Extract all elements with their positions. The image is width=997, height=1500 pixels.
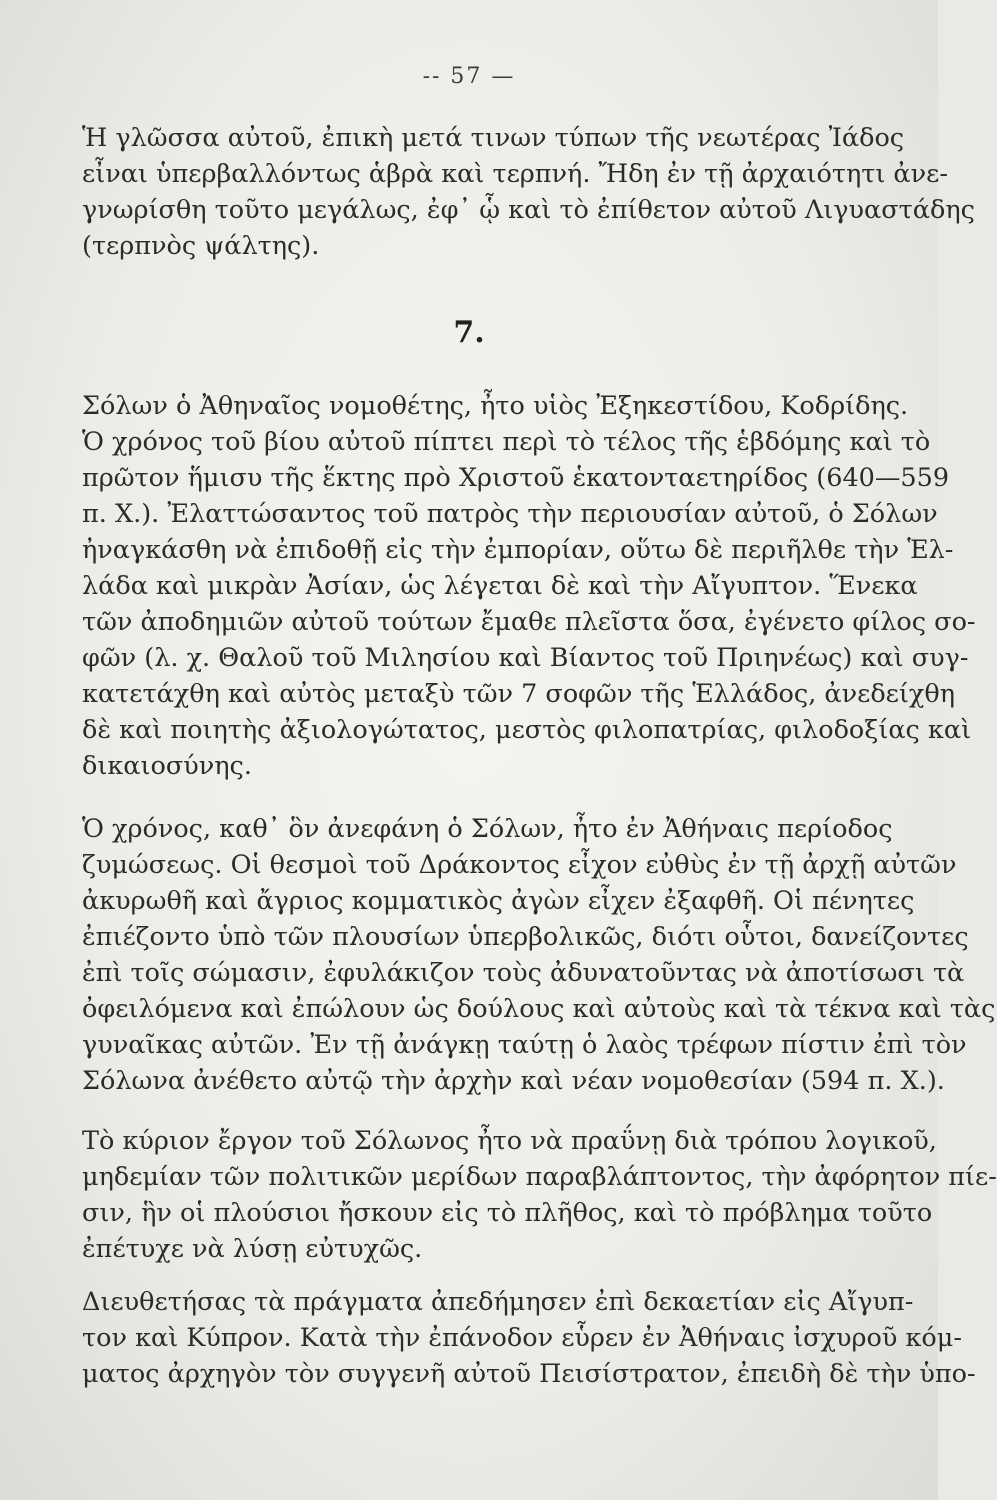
text-line: μηδεμίαν τῶν πολιτικῶν μερίδων παραβλάπτοντος, τὴν ἀφόρητον πίε- xyxy=(82,1162,997,1192)
text-line: Σόλων ὁ Ἀθηναῖος νομοθέτης, ἦτο υἱὸς Ἐξηκεστίδου, Κοδρίδης. xyxy=(82,391,909,421)
page-number: -- 57 — xyxy=(422,64,516,89)
text-line: κατετάχθη καὶ αὐτὸς μεταξὺ τῶν 7 σοφῶν τῆς Ἑλλάδος, ἀνεδείχθη xyxy=(82,679,955,709)
text-line: γνωρίσθη τοῦτο μεγάλως, ἐφ᾽ ᾧ καὶ τὸ ἐπίθετον αὐτοῦ Λιγυαστάδης xyxy=(82,195,975,225)
text-line: ζυμώσεως. Οἱ θεσμοὶ τοῦ Δράκοντος εἶχον εὐθὺς ἐν τῇ ἀρχῇ αὐτῶν xyxy=(82,850,957,880)
text-line: τῶν ἀποδημιῶν αὐτοῦ τούτων ἔμαθε πλεῖστα ὅσα, ἐγένετο φίλος σο- xyxy=(82,607,976,637)
text-line: δικαιοσύνης. xyxy=(82,751,252,781)
text-line: εἶναι ὑπερβαλλόντως ἁβρὰ καὶ τερπνή. Ἤδη ἐν τῇ ἀρχαιότητι ἀνε- xyxy=(82,159,948,189)
text-line: γυναῖκας αὐτῶν. Ἐν τῇ ἀνάγκῃ ταύτῃ ὁ λαὸς τρέφων πίστιν ἐπὶ τὸν xyxy=(82,1030,967,1060)
text-line: Τὸ κύριον ἔργον τοῦ Σόλωνος ἦτο νὰ πραΰνῃ διὰ τρόπου λογικοῦ, xyxy=(82,1126,937,1156)
paragraph-3 xyxy=(82,811,996,1099)
paragraph-2 xyxy=(82,388,976,784)
text-line: φῶν (λ. χ. Θαλοῦ τοῦ Μιλησίου καὶ Βίαντος τοῦ Πριηνέως) καὶ συγ- xyxy=(82,643,969,673)
text-line: Διευθετήσας τὰ πράγματα ἀπεδήμησεν ἐπὶ δεκαετίαν εἰς Αἴγυπ- xyxy=(82,1287,914,1317)
text-line: ἐπιέζοντο ὑπὸ τῶν πλουσίων ὑπερβολικῶς, διότι οὗτοι, δανείζοντες xyxy=(82,922,969,952)
text-line: ἐπέτυχε νὰ λύσῃ εὐτυχῶς. xyxy=(82,1234,423,1264)
text-line: Ὁ χρόνος, καθ᾽ ὃν ἀνεφάνη ὁ Σόλων, ἦτο ἐν Ἀθήναις περίοδος xyxy=(82,814,893,844)
paragraph-4 xyxy=(82,1123,997,1267)
text-line: ἐπὶ τοῖς σώμασιν, ἐφυλάκιζον τοὺς ἀδυνατοῦντας νὰ ἀποτίσωσι τὰ xyxy=(82,958,965,988)
text-line: τον καὶ Κύπρον. Κατὰ τὴν ἐπάνοδον εὗρεν ἐν Ἀθήναις ἰσχυροῦ κόμ- xyxy=(82,1323,962,1353)
text-line: ἠναγκάσθη νὰ ἐπιδοθῇ εἰς τὴν ἐμπορίαν, οὕτω δὲ περιῆλθε τὴν Ἑλ- xyxy=(82,535,954,565)
text-line: ἀκυρωθῆ καὶ ἄγριος κομματικὸς ἀγὼν εἶχεν ἐξαφθῆ. Οἱ πένητες xyxy=(82,886,915,916)
text-line: σιν, ἣν οἱ πλούσιοι ἤσκουν εἰς τὸ πλῆθος, καὶ τὸ πρόβλημα τοῦτο xyxy=(82,1198,933,1228)
paragraph-5 xyxy=(82,1284,976,1392)
text-line: δὲ καὶ ποιητὴς ἀξιολογώτατος, μεστὸς φιλοπατρίας, φιλοδοξίας καὶ xyxy=(82,715,972,745)
text-line: ὀφειλόμενα καὶ ἐπώλουν ὡς δούλους καὶ αὐτοὺς καὶ τὰ τέκνα καὶ τὰς xyxy=(82,994,996,1024)
text-line: Σόλωνα ἀνέθετο αὐτῷ τὴν ἀρχὴν καὶ νέαν νομοθεσίαν (594 π. Χ.). xyxy=(82,1066,945,1096)
text-line: πρῶτον ἥμισυ τῆς ἕκτης πρὸ Χριστοῦ ἑκατονταετηρίδος (640—559 xyxy=(82,463,950,493)
paragraph-1 xyxy=(82,120,975,264)
text-line: Ἡ γλῶσσα αὐτοῦ, ἐπικὴ μετά τινων τύπων τῆς νεωτέρας Ἰάδος xyxy=(82,123,905,153)
section-number: 7. xyxy=(453,315,485,350)
text-line: ματος ἀρχηγὸν τὸν συγγενῆ αὐτοῦ Πεισίστρατον, ἐπειδὴ δὲ τὴν ὑπο- xyxy=(82,1359,976,1389)
text-line: λάδα καὶ μικρὰν Ἀσίαν, ὡς λέγεται δὲ καὶ τὴν Αἴγυπτον. Ἕνεκα xyxy=(82,571,918,601)
text-line: Ὁ χρόνος τοῦ βίου αὐτοῦ πίπτει περὶ τὸ τέλος τῆς ἑβδόμης καὶ τὸ xyxy=(82,427,931,457)
text-line: π. Χ.). Ἐλαττώσαντος τοῦ πατρὸς τὴν περιουσίαν αὐτοῦ, ὁ Σόλων xyxy=(82,499,938,529)
text-line: (τερπνὸς ψάλτης). xyxy=(82,231,320,261)
